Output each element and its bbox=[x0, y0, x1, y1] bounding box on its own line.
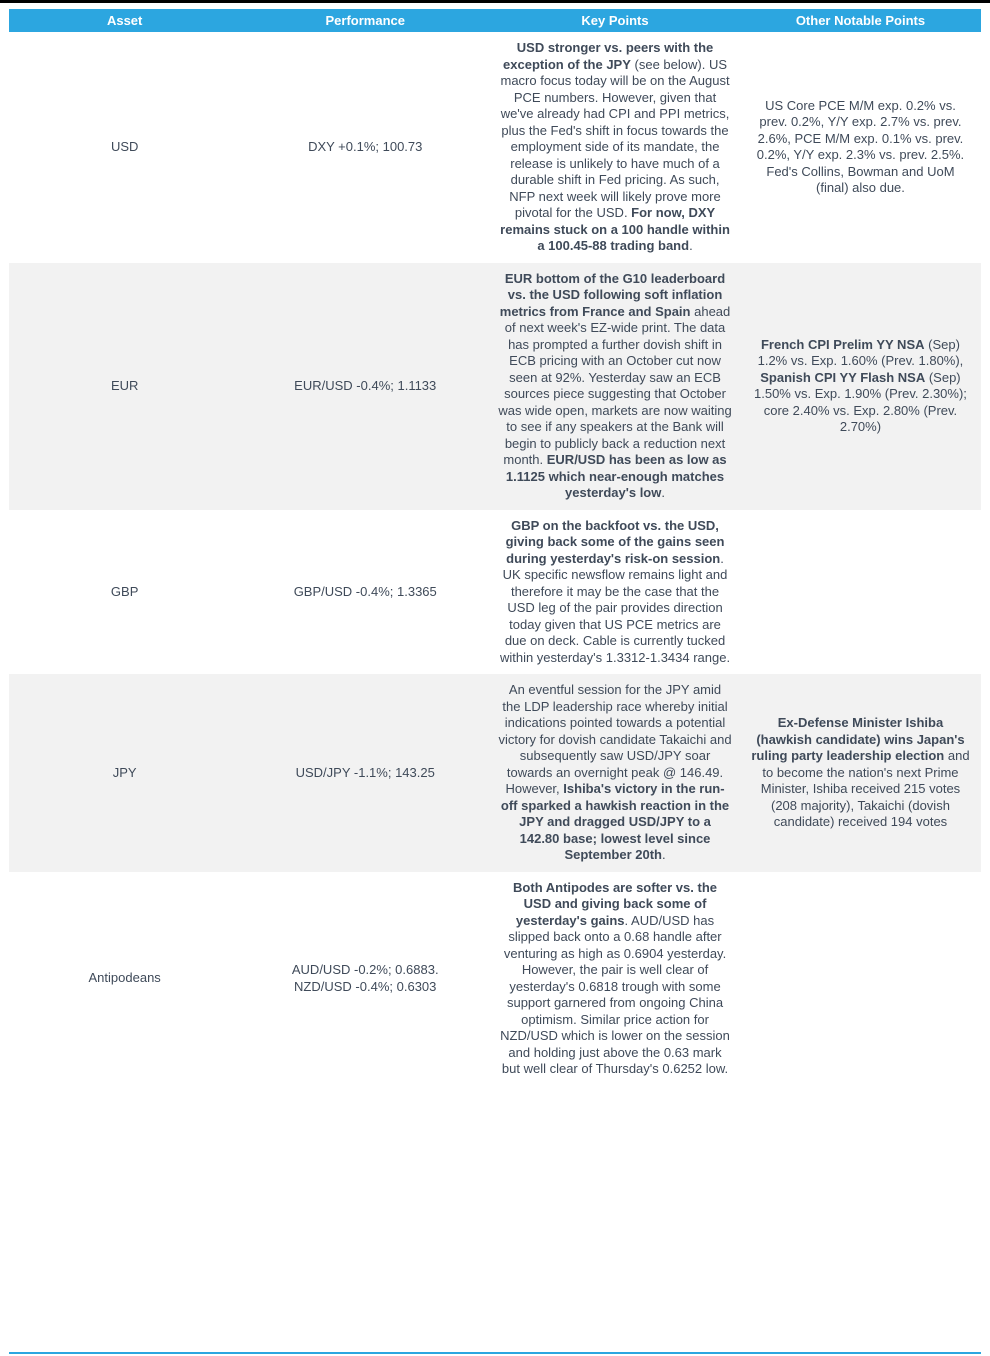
eur-notable-points-cell: French CPI Prelim YY NSA (Sep) 1.2% vs. Exp. 1.60% (Prev. 1.80%), Spanish CPI YY Flash NSA (Sep) 1.50% vs. Exp. 1.90% (Prev. 2.30%); core 2.40% vs. Exp. 2.80% (Prev. 2.70%) bbox=[740, 263, 981, 510]
table-bottom-rule bbox=[9, 1352, 981, 1354]
usd-asset-cell: USD bbox=[110, 139, 139, 154]
gbp-asset-cell: GBP bbox=[110, 583, 139, 599]
column-header-key-points: Key Points bbox=[490, 9, 740, 32]
table-row-antipodeans bbox=[9, 872, 981, 1086]
jpy-key-points-cell: An eventful session for the JPY amid the LDP leadership race whereby initial indications pointed towards a potential victory for dovish candidate Takaichi and subsequently saw USD/JPY soar towards an overnight peak @ 146.49. However, Ishiba's victory in the run-off sparked a hawkish reaction in the JPY and dragged USD/JPY to a 142.80 base; lowest level since September 20th. bbox=[490, 674, 740, 872]
table-header-row bbox=[9, 9, 981, 32]
jpy-notable-points-cell: Ex-Defense Minister Ishiba (hawkish candidate) wins Japan's ruling party leadership election and to become the nation's next Prime Minister, Ishiba received 215 votes (208 majority), Takaichi (dovish candidate) received 194 votes bbox=[740, 674, 981, 872]
table-row-jpy bbox=[9, 674, 981, 872]
table-row-usd bbox=[9, 32, 981, 263]
table-top-border bbox=[0, 0, 990, 3]
antipodeans-asset-cell: Antipodeans bbox=[88, 970, 161, 986]
column-header-asset: Asset bbox=[9, 9, 240, 32]
column-header-other-notable-points: Other Notable Points bbox=[740, 9, 981, 32]
column-header-performance: Performance bbox=[240, 9, 490, 32]
usd-key-points-cell: USD stronger vs. peers with the exception of the JPY (see below). US macro focus today will be on the August PCE numbers. However, given that we've already had CPI and PPI metrics, plus the Fed's shift in focus towards the employment side of its mandate, the release is unlikely to have much of a durable shift in Fed pricing. As such, NFP next week will likely prove more pivotal for the USD. For now, DXY remains stuck on a 100 handle within a 100.45-88 trading band. bbox=[500, 40, 730, 253]
antipodeans-performance-cell: AUD/USD -0.2%; 0.6883. NZD/USD -0.4%; 0.6303 bbox=[291, 962, 439, 994]
eur-asset-cell: EUR bbox=[9, 263, 240, 510]
gbp-notable-points-cell bbox=[740, 510, 981, 675]
fx-table-wrapper bbox=[9, 9, 981, 1086]
antipodeans-notable-points-cell bbox=[740, 872, 981, 1086]
jpy-performance-cell: USD/JPY -1.1%; 143.25 bbox=[240, 674, 490, 872]
table-row-eur bbox=[9, 263, 981, 510]
gbp-key-points-cell: GBP on the backfoot vs. the USD, giving back some of the gains seen during yesterday's risk-on session. UK specific newsflow remains light and therefore it may be the case that the USD leg of the pair provides direction today given that US PCE metrics are due on deck. Cable is currently tucked within yesterday's 1.3312-1.3434 range. bbox=[499, 517, 731, 665]
fx-table bbox=[9, 9, 981, 1086]
eur-performance-cell: EUR/USD -0.4%; 1.1133 bbox=[240, 263, 490, 510]
table-row-gbp bbox=[9, 510, 981, 675]
jpy-asset-cell: JPY bbox=[9, 674, 240, 872]
usd-notable-points-cell: US Core PCE M/M exp. 0.2% vs. prev. 0.2%, Y/Y exp. 2.7% vs. prev. 2.6%, PCE M/M exp. 0.1% vs. prev. 0.2%, Y/Y exp. 2.3% vs. prev. 2.5%. Fed's Collins, Bowman and UoM (final) also due. bbox=[756, 97, 965, 196]
usd-performance-cell: DXY +0.1%; 100.73 bbox=[308, 139, 423, 154]
gbp-performance-cell: GBP/USD -0.4%; 1.3365 bbox=[293, 583, 437, 599]
antipodeans-key-points-cell: Both Antipodes are softer vs. the USD and giving back some of yesterday's gains. AUD/USD has slipped back onto a 0.68 handle after venturing as high as 0.6904 yesterday. However, the pair is well clear of yesterday's 0.6818 trough with some support garnered from ongoing China optimism. Similar price action for NZD/USD which is lower on the session and holding just above the 0.63 mark but well clear of Thursday's 0.6252 low. bbox=[500, 879, 730, 1076]
eur-key-points-cell: EUR bottom of the G10 leaderboard vs. the USD following soft inflation metrics from France and Spain ahead of next week's EZ-wide print. The data has prompted a further dovish shift in ECB pricing with an October cut now seen at 92%. Yesterday saw an ECB sources piece suggesting that October was wide open, markets are now waiting to see if any speakers at the Bank will begin to publicly back a reduction next month. EUR/USD has been as low as 1.1125 which near-enough matches yesterday's low. bbox=[490, 263, 740, 510]
